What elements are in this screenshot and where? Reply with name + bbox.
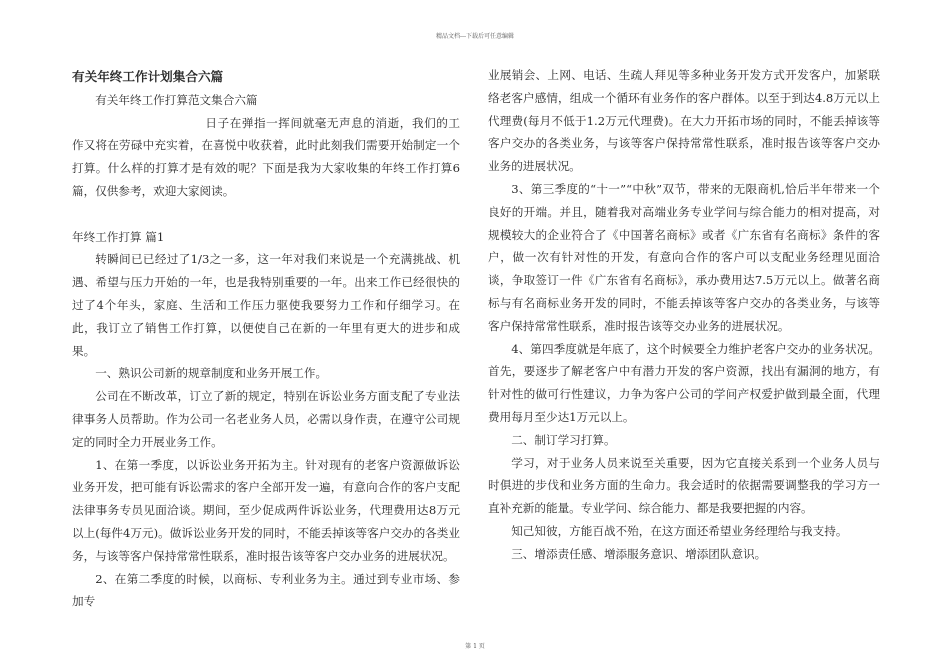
page-header: 精品文档---下载后可任意编辑 xyxy=(435,33,515,40)
document-subtitle: 有关年终工作打算范文集合六篇 xyxy=(95,92,258,107)
paragraph: 知己知彼，方能百战不殆，在这方面还希望业务经理给与我支持。 xyxy=(511,523,848,538)
heading-paragraph: 二、制订学习打算。 xyxy=(511,432,616,447)
spacer xyxy=(72,203,460,226)
page-footer: 第 1 页 xyxy=(465,643,485,650)
paragraph: 转瞬间已已经过了1/3之一多，这一年对我们来说是一个充满挑战、机遇、希望与压力开始的一年，也是我特别重要的一年。出来工作已经很快的过了4个年头，家庭、生活和工作压力驱使我要努力工作和仔细学习。在此，我订立了销售工作打算，以便使自己在新的一年里有更大的进步和成果。 xyxy=(72,252,460,358)
paragraph: 学习，对于业务人员来说至关重要，因为它直接关系到一个业务人员与时俱进的步伐和业务方面的生命力。我会适时的依据需要调整我的学习方一直补充新的能量。专业学问、综合能力、都是我要把握的内容。 xyxy=(488,455,880,516)
paragraph: 2、在第二季度的时候，以商标、专利业务为主。通过到专业市场、参加专 xyxy=(72,571,460,609)
paragraph: 4、第四季度就是年底了，这个时候要全力维护老客户交办的业务状况。首先，要逐步了解老客户中有潜力开发的客户资源，找出有漏洞的地方，有针对性的做可行性建议，力争为客户公司的学问产权爱护做到最全面，代理费用每月至少达1万元以上。 xyxy=(488,341,880,424)
section-title: 年终工作打算 篇1 xyxy=(72,229,165,244)
right-column xyxy=(488,64,880,566)
paragraph: 1、在第一季度，以诉讼业务开拓为主。针对现有的老客户资源做诉讼业务开发，把可能有诉讼需求的客户全部开发一遍，有意向合作的客户支配法律事务专员见面洽谈。期间，至少促成两件诉讼业务，代理费用达8万元以上(每件4万元)。做诉讼业务开发的同时，不能丢掉该等客户交办的各类业务，与该等客户保持常常性联系，准时报告该等客户交办业务的进展状况。 xyxy=(72,457,460,563)
heading-paragraph: 一、熟识公司新的规章制度和业务开展工作。 xyxy=(95,366,328,381)
paragraph: 公司在不断改革，订立了新的规定，特别在诉讼业务方面支配了专业法律事务人员帮助。作为公司一名老业务人员，必需以身作责，在遵守公司规定的同时全力开展业务工作。 xyxy=(72,389,460,449)
paragraph: 业展销会、上网、电话、生疏人拜见等多种业务开发方式开发客户，加紧联络老客户感情，组成一个循环有业务作的客户群体。以至于到达4.8万元以上代理费(每月不低于1.2万元代理费)。在大力开拓市场的同时，不能丢掉该等客户交办的各类业务，与该等客户保持常常性联系，准时报告该等客户交办业务的进展状况。 xyxy=(488,68,880,174)
left-column xyxy=(72,66,460,613)
heading-paragraph: 三、增添责任感、增添服务意识、增添团队意识。 xyxy=(511,546,767,561)
document-title: 有关年终工作计划集合六篇 xyxy=(72,69,224,84)
intro-paragraph: 日子在弹指一挥间就毫无声息的消逝，我们的工作又将在劳碌中充实着，在喜悦中收获着，此时此刻我们需要开始制定一个打算。什么样的打算才是有效的呢？下面是我为大家收集的年终工作打算6篇，仅供参考，欢迎大家阅读。 xyxy=(72,115,460,198)
paragraph: 3、第三季度的“十一”“中秋”双节，带来的无限商机,恰后半年带来一个良好的开端。并且，随着我对高端业务专业学问与综合能力的相对提高，对规模较大的企业符合了《中国著名商标》或者《广东省有名商标》条件的客户，做一次有针对性的开发，有意向合作的客户可以支配业务经理见面洽谈，争取签订一件《广东省有名商标》，承办费用达7.5万元以上。做著名商标与有名商标业务开发的同时，不能丢掉该等客户交办的各类业务，与该等客户保持常常性联系，准时报告该等交办业务的进展状况。 xyxy=(488,181,880,333)
